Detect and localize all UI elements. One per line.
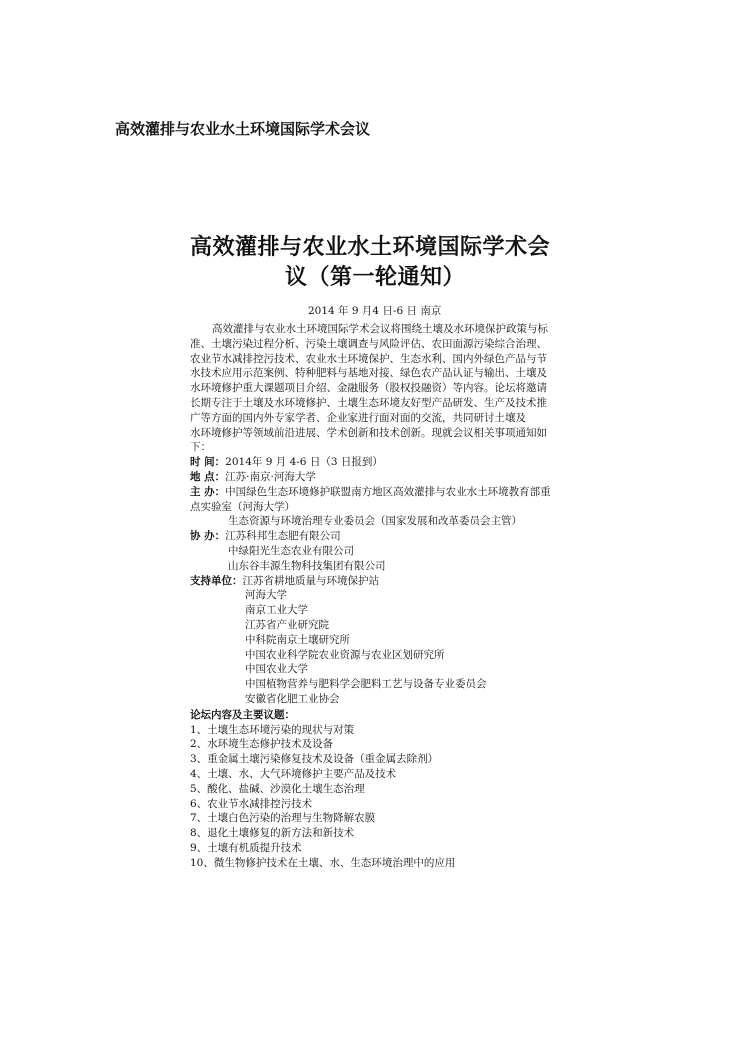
intro-line: 农业节水减排控污技术、农业水土环境保护、生态水利、国内外绿色产品与节 bbox=[190, 352, 547, 365]
support-row bbox=[190, 574, 570, 589]
host-row-2: 生态资源与环境治理专业委员会（国家发展和改革委员会主管） bbox=[228, 515, 522, 528]
date-place: 2014 年 9 月4 日-6 日 南京 bbox=[308, 305, 442, 317]
intro-line: 长期专注于土壤及水环境修护、土壤生态环境友好型产品研发、生产及技术推 bbox=[190, 396, 547, 409]
page-header: 高效灌排与农业水土环境国际学术会议 bbox=[115, 120, 371, 138]
support-org: 中国农业大学 bbox=[245, 663, 308, 676]
host-row-cont: 点实验室（河海大学） bbox=[190, 500, 295, 513]
title-line-1: 高效灌排与农业水土环境国际学术会 bbox=[190, 234, 551, 260]
co-row bbox=[190, 529, 570, 544]
time-label: 时 间： bbox=[190, 456, 226, 469]
host-row bbox=[190, 485, 570, 500]
co-org: 山东谷丰源生物科技集团有限公司 bbox=[228, 559, 386, 572]
notice-body bbox=[190, 322, 570, 870]
intro-line: 广等方面的国内外专家学者、企业家进行面对面的交流，共同研讨土壤及 bbox=[190, 411, 526, 424]
title-line-2: 议（第一轮通知） bbox=[285, 264, 466, 290]
topic-item: 7、土壤白色污染的治理与生物降解农膜 bbox=[190, 812, 376, 825]
support-label: 支持单位： bbox=[190, 574, 243, 587]
support-org: 河海大学 bbox=[245, 589, 287, 602]
topic-item: 4、土壤、水、大气环境修护主要产品及技术 bbox=[190, 767, 397, 780]
topic-item: 5、酸化、盐碱、沙漠化土壤生态治理 bbox=[190, 782, 365, 795]
support-org: 中科院南京土壤研究所 bbox=[245, 633, 350, 646]
support-org: 安徽省化肥工业协会 bbox=[245, 692, 340, 705]
topic-item: 3、重金属土壤污染修复技术及设备（重金属去除剂） bbox=[190, 753, 439, 766]
support-org: 南京工业大学 bbox=[245, 604, 308, 617]
intro-line: 水环境修护等领域前沿进展、学术创新和技术创新。现就会议相关事项通知如 bbox=[190, 426, 547, 439]
intro-paragraph bbox=[190, 322, 570, 455]
topics-heading: 论坛内容及主要议题： bbox=[190, 708, 295, 721]
host-label: 主 办： bbox=[190, 485, 226, 498]
support-org: 中国植物营养与肥料学会肥料工艺与设备专业委员会 bbox=[245, 678, 487, 691]
topic-item: 8、退化土壤修复的新方法和新技术 bbox=[190, 827, 355, 840]
support-org: 江苏省产业研究院 bbox=[245, 618, 329, 631]
topic-item: 9、土壤有机质提升技术 bbox=[190, 841, 302, 854]
co-org: 江苏科邦生态肥有限公司 bbox=[225, 530, 341, 543]
topic-item: 6、农业节水减排控污技术 bbox=[190, 797, 313, 810]
time-row bbox=[190, 455, 570, 470]
place-value: 江苏·南京·河海大学 bbox=[225, 470, 316, 483]
time-value: 2014年 9 月 4-6 日（3 日报到） bbox=[225, 456, 383, 469]
intro-line: 下： bbox=[190, 441, 211, 454]
support-org: 中国农业科学院农业资源与农业区划研究所 bbox=[245, 648, 445, 661]
place-label: 地 点： bbox=[190, 470, 226, 483]
topic-item: 1、土壤生态环境污染的现状与对策 bbox=[190, 723, 355, 736]
co-org: 中绿阳光生态农业有限公司 bbox=[228, 544, 354, 557]
intro-line: 水环境修护重大课题项目介绍、金融服务（股权投融资）等内容。论坛将邀请 bbox=[190, 382, 547, 395]
topic-item: 10、微生物修护技术在土壤、水、生态环境治理中的应用 bbox=[190, 856, 456, 869]
document-title bbox=[190, 232, 580, 292]
co-label: 协 办： bbox=[190, 530, 226, 543]
place-row bbox=[190, 470, 570, 485]
support-org: 江苏省耕地质量与环境保护站 bbox=[242, 574, 379, 587]
intro-line: 准、土壤污染过程分析、污染土壤调查与风险评估、农田面源污染综合治理、 bbox=[190, 337, 547, 350]
topic-item: 2、水环境生态修护技术及设备 bbox=[190, 738, 334, 751]
intro-line: 水技术应用示范案例、特种肥料与基地对接、绿色农产品认证与输出、土壤及 bbox=[190, 367, 547, 380]
intro-line: 高效灌排与农业水土环境国际学术会议将围绕土壤及水环境保护政策与标 bbox=[212, 323, 548, 335]
host-value: 中国绿色生态环境修护联盟南方地区高效灌排与农业水土环境教育部重 bbox=[225, 485, 551, 498]
